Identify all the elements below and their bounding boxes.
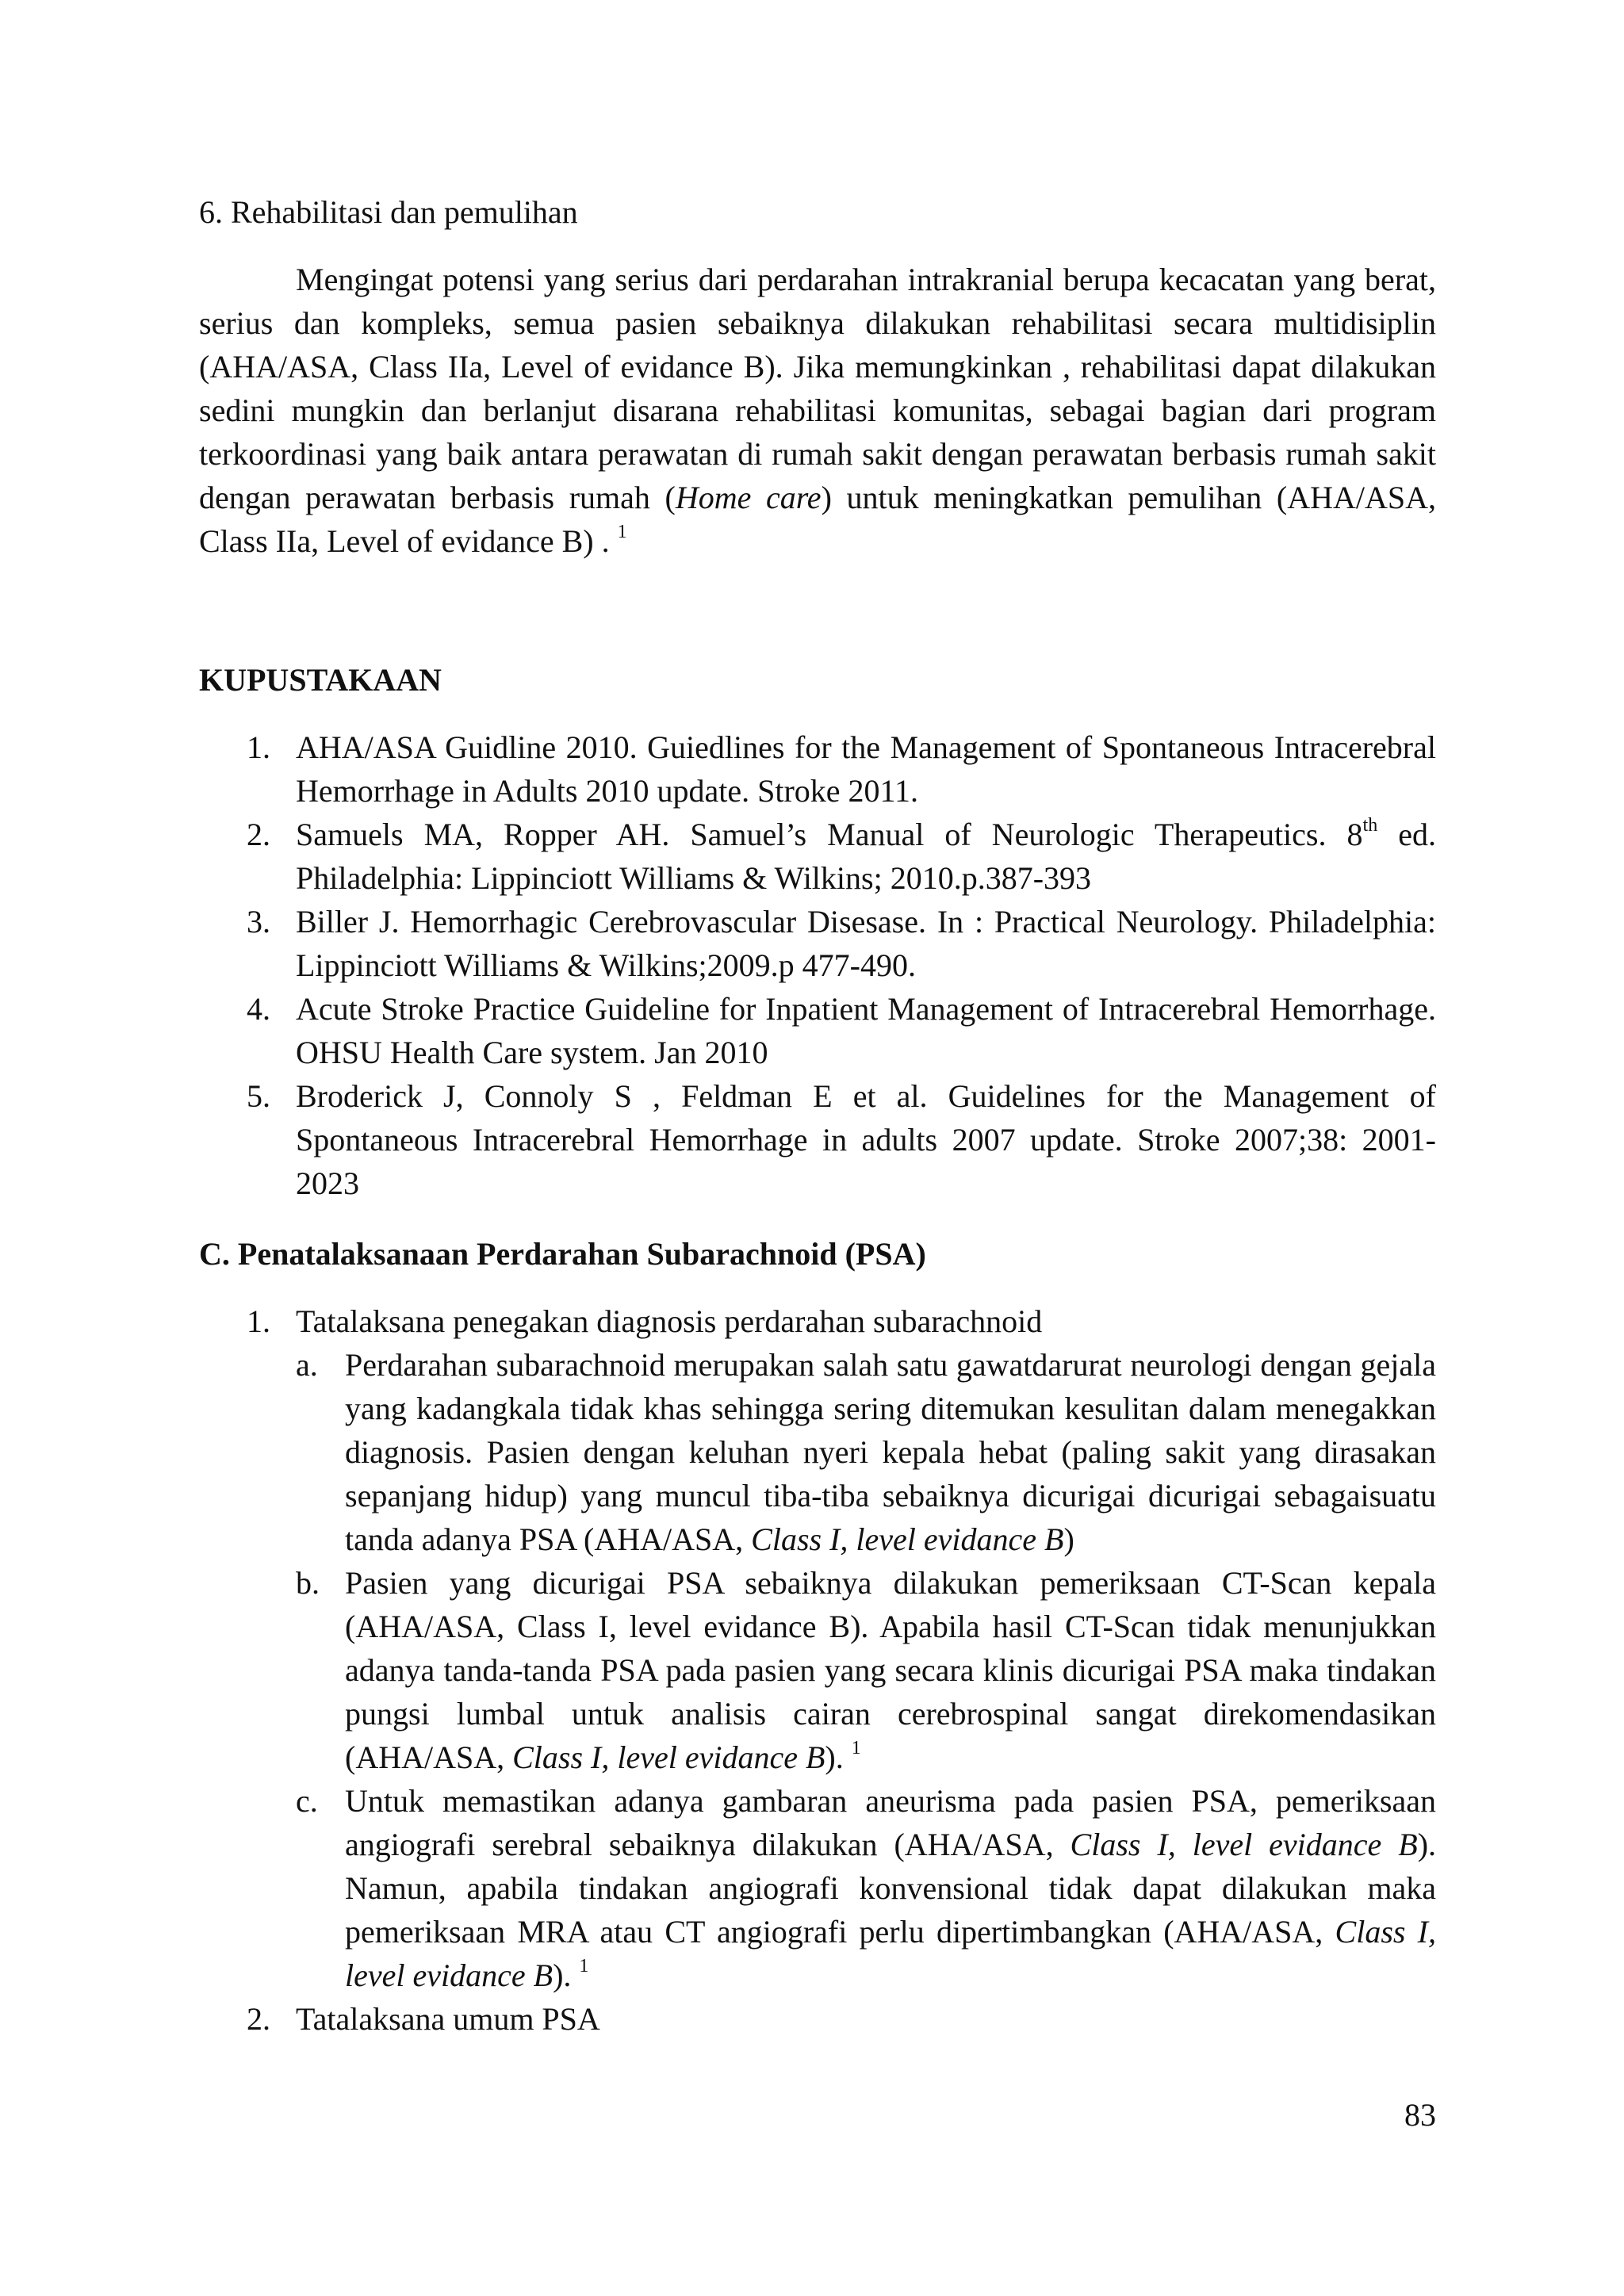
sub-item-text-continued: ). Namun, apabila tindakan angiografi konvensional tidak dapat dilakukan maka pemeriksaan MRA atau CT angiografi perlu dipertimbangkan (AHA/ASA, [345, 1827, 1437, 1950]
paragraph-italic-text: Home care [675, 480, 822, 515]
main-item-label: Tatalaksana penegakan diagnosis perdarahan subarachnoid [296, 1303, 1043, 1339]
sub-item-text: Pasien yang dicurigai PSA sebaiknya dilakukan pemeriksaan CT-Scan kepala (AHA/ASA, Class I, level evidance B). Apabila hasil CT-Scan tidak menunjukkan adanya tanda-tanda PSA pada pasien yang secara klinis dicurigai PSA maka tindakan pungsi lumbal untuk analisis cairan cerebrospinal sangat direkomendasikan (AHA/ASA, [345, 1565, 1436, 1775]
sub-item-text: Perdarahan subarachnoid merupakan salah satu gawatdarurat neurologi dengan gejala yang kadangkala tidak khas sehingga sering ditemukan kesulitan dalam menegakkan diagnosis. Pasien dengan keluhan nyeri kepala hebat (paling sakit yang dirasakan sepanjang hidup) yang muncul tiba-tiba sebaiknya dicurigai dicurigai sebagaisuatu tanda adanya PSA (AHA/ASA, [345, 1347, 1436, 1557]
sub-item-letter: b. [296, 1565, 320, 1601]
sub-item-a [296, 1343, 1436, 1561]
sub-item-italic-text: Class I, level evidance B [751, 1521, 1064, 1557]
reference-text: Biller J. Hemorrhagic Cerebrovascular Disesase. In : Practical Neurology. Philadelphia: Lippinciott Williams & Wilkins;2009.p 477-490. [296, 904, 1436, 983]
psa-section-heading: C. Penatalaksanaan Perdarahan Subarachnoid (PSA) [199, 1236, 926, 1272]
main-item-number: 2. [247, 2001, 270, 2037]
page-number: 83 [1404, 2097, 1436, 2133]
reference-number: 1. [247, 729, 270, 765]
sub-item-c [296, 1779, 1436, 1997]
section-title-rehabilitasi: 6. Rehabilitasi dan pemulihan [199, 194, 578, 230]
citation-superscript: 1 [579, 1956, 589, 1976]
sub-item-letter: c. [296, 1783, 318, 1819]
citation-superscript: 1 [617, 522, 627, 542]
sub-item-b [296, 1561, 1436, 1779]
reference-text: Broderick J, Connoly S , Feldman E et al. Guidelines for the Management of Spontaneous Intracerebral Hemorrhage in adults 2007 update. Stroke 2007;38: 2001-2023 [296, 1078, 1436, 1201]
psa-main-list [199, 1299, 1436, 2041]
reference-text: Acute Stroke Practice Guideline for Inpatient Management of Intracerebral Hemorrhage. OHSU Health Care system. Jan 2010 [296, 991, 1436, 1070]
reference-superscript: th [1362, 815, 1378, 836]
sub-item-tail: ). [825, 1739, 852, 1775]
sub-item-tail: ). [553, 1957, 580, 1993]
sub-item-tail: ) [1063, 1521, 1074, 1557]
main-list-item [199, 1997, 1436, 2041]
paragraph-text-continued: ) untuk meningkatkan pemulihan (AHA/ASA, Class IIa, Level of evidance B) . [199, 480, 1436, 559]
reference-list [199, 725, 1436, 1205]
reference-item [199, 987, 1436, 1074]
reference-number: 3. [247, 904, 270, 939]
sub-item-italic-text: Class I, level evidance B [512, 1739, 825, 1775]
document-page [199, 190, 1436, 2041]
reference-item [199, 900, 1436, 987]
main-list-item [199, 1299, 1436, 1997]
main-item-label: Tatalaksana umum PSA [296, 2001, 600, 2037]
reference-number: 5. [247, 1078, 270, 1114]
main-item-number: 1. [247, 1303, 270, 1339]
rehabilitasi-paragraph [199, 258, 1436, 563]
sub-item-italic-text: Class I, level evidance B [1070, 1827, 1418, 1862]
reference-item [199, 725, 1436, 813]
sub-item-letter: a. [296, 1347, 318, 1383]
reference-number: 2. [247, 817, 270, 852]
reference-text: Samuels MA, Ropper AH. Samuel’s Manual of Neurologic Therapeutics. 8 [296, 817, 1363, 852]
reference-item [199, 1074, 1436, 1205]
reference-text-continued: ed. Philadelphia: Lippinciott Williams & Wilkins; 2010.p.387-393 [296, 817, 1436, 896]
reference-number: 4. [247, 991, 270, 1027]
sub-item-italic-text-2: Class I, level evidance B [345, 1914, 1436, 1993]
reference-item [199, 813, 1436, 900]
reference-text: AHA/ASA Guidline 2010. Guiedlines for the Management of Spontaneous Intracerebral Hemorrhage in Adults 2010 update. Stroke 2011. [296, 729, 1436, 809]
paragraph-text: Mengingat potensi yang serius dari perdarahan intrakranial berupa kecacatan yang berat, serius dan kompleks, semua pasien sebaiknya dilakukan rehabilitasi secara multidisiplin (AHA/ASA, Class IIa, Level of evidance B). Jika memungkinkan , rehabilitasi dapat dilakukan sedini mungkin dan berlanjut disarana rehabilitasi komunitas, sebagai bagian dari program terkoordinasi yang baik antara perawatan di rumah sakit dengan perawatan berbasis rumah sakit dengan perawatan berbasis rumah ( [199, 262, 1436, 515]
citation-superscript: 1 [851, 1738, 861, 1758]
sub-item-text: Untuk memastikan adanya gambaran aneurisma pada pasien PSA, pemeriksaan angiografi serebral sebaiknya dilakukan (AHA/ASA, [345, 1783, 1436, 1862]
kupustakaan-heading: KUPUSTAKAAN [199, 662, 442, 698]
